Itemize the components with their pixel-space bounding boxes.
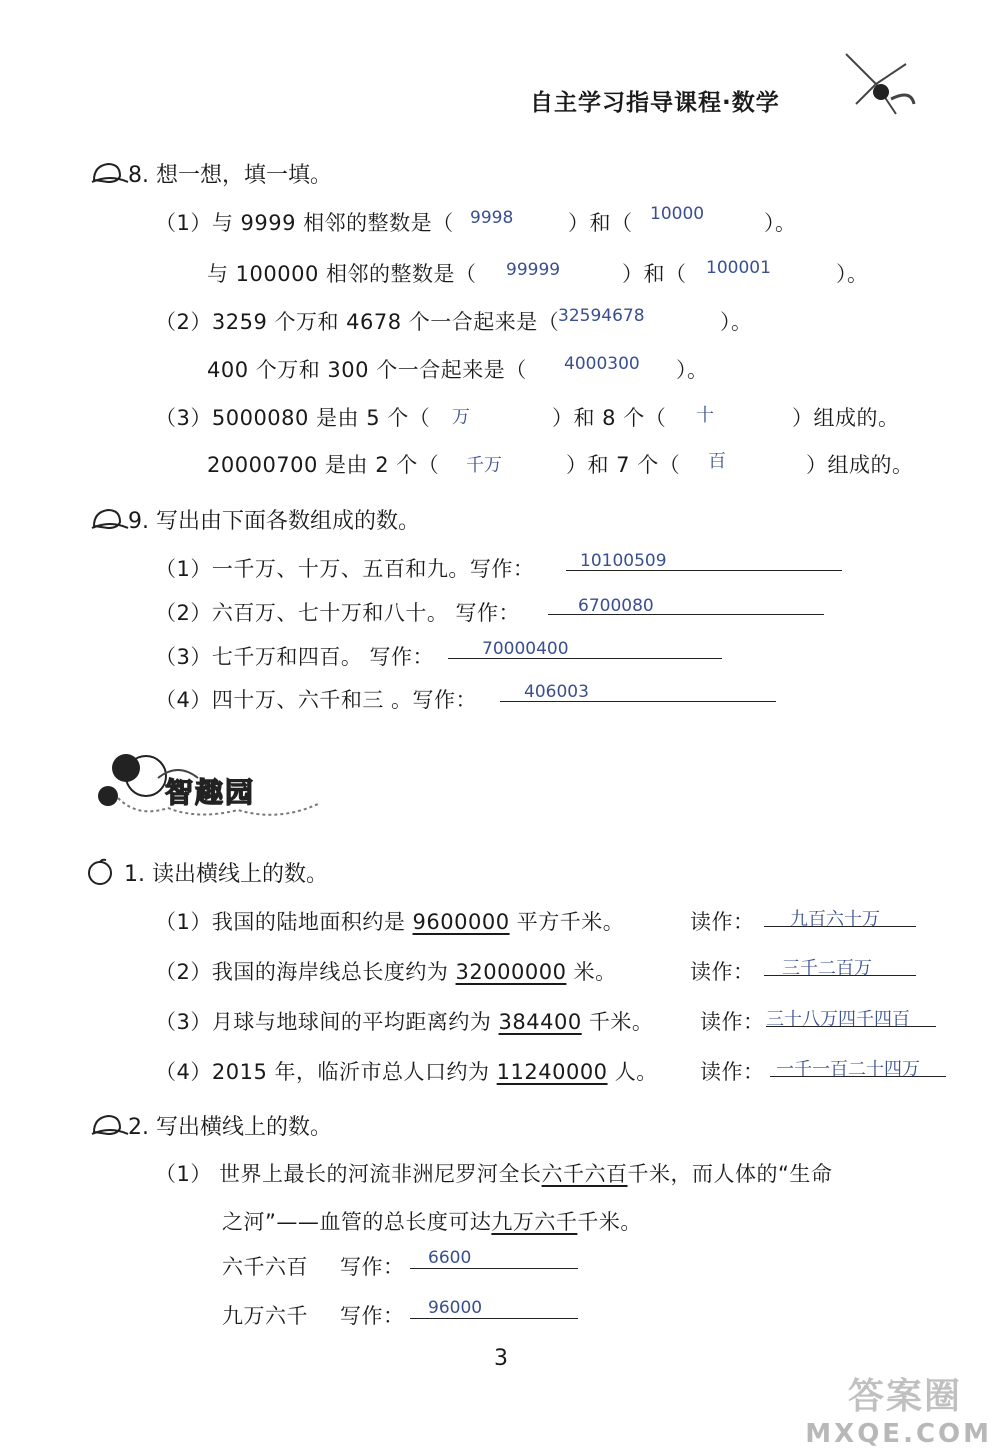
q8-2a-answer[interactable]: 32594678 [558, 306, 645, 326]
write-label: 写作： [340, 1304, 405, 1328]
s2-item-2-label: 九万六千 [222, 1304, 308, 1328]
underlined-number: 32000000 [455, 960, 567, 984]
q9-item-1-label: （1）一千万、十万、五百和九。写作： [155, 557, 535, 581]
apple-icon [86, 858, 114, 886]
s1-item-1-text: （1）我国的陆地面积约是 9600000 平方千米。 [155, 910, 625, 934]
answer-underline [410, 1318, 578, 1319]
s1-item-4-text: （4）2015 年，临沂市总人口约为 11240000 人。 [155, 1060, 658, 1084]
answer-underline [764, 975, 916, 976]
q8-1a-mid: ）和（ [568, 211, 633, 235]
q8-1b-mid: ）和（ [622, 262, 687, 286]
page-header-title: 自主学习指导课程·数学 [530, 90, 780, 116]
answer-underline [566, 570, 842, 571]
q8-1b-end: ）。 [836, 262, 869, 286]
watermark-url: MXQE.COM [805, 1419, 992, 1449]
answer-underline [770, 1076, 946, 1077]
q8-1a-answer-1[interactable]: 9998 [470, 208, 514, 228]
section-question-1-heading: 1. 读出横线上的数。 [124, 862, 328, 887]
answer-underline [766, 1026, 936, 1027]
underlined-phrase: 九万六千 [491, 1210, 578, 1234]
q9-item-1-answer[interactable]: 10100509 [580, 551, 667, 571]
read-label: 读作： [700, 1060, 765, 1084]
s1-item-2-text: （2）我国的海岸线总长度约为 32000000 米。 [155, 960, 617, 984]
read-label: 读作： [690, 910, 755, 934]
read-label: 读作： [690, 960, 755, 984]
q9-item-4-label: （4）四十万、六千和三 。写作： [155, 688, 478, 712]
s2-item-1-answer[interactable]: 6600 [428, 1248, 472, 1268]
q8-2b-answer[interactable]: 4000300 [564, 354, 640, 374]
read-label: 读作： [700, 1010, 765, 1034]
question-8-heading: 8. 想一想，填一填。 [128, 163, 332, 188]
q9-item-2-answer[interactable]: 6700080 [578, 596, 654, 616]
peach-icon [90, 160, 130, 186]
answer-underline [500, 701, 776, 702]
page-number: 3 [494, 1346, 508, 1371]
q8-1a-label: （1）与 9999 相邻的整数是（ [155, 211, 454, 235]
write-label: 写作： [340, 1255, 405, 1279]
q8-2a-end: ）。 [720, 310, 753, 334]
star-decoration-icon [836, 44, 926, 144]
q8-3b-mid: ）和 7 个（ [566, 453, 681, 477]
s1-item-2-answer[interactable]: 三千二百万 [782, 958, 872, 979]
watermark-logo-text: 答案圈 [847, 1376, 962, 1417]
section-title: 智趣园 [165, 776, 256, 809]
q8-1b-answer-2[interactable]: 100001 [706, 258, 771, 278]
q8-3a-answer-2[interactable]: 十 [696, 405, 714, 426]
underlined-number: 384400 [498, 1010, 582, 1034]
q8-3a-mid: ）和 8 个（ [552, 406, 667, 430]
q8-3b-answer-1[interactable]: 千万 [466, 455, 502, 476]
s1-item-1-answer[interactable]: 九百六十万 [790, 909, 880, 930]
section-question-2-heading: 2. 写出横线上的数。 [128, 1115, 332, 1140]
q8-3b-answer-2[interactable]: 百 [708, 451, 726, 472]
q9-item-3-label: （3）七千万和四百。 写作： [155, 645, 435, 669]
q8-3b-end: ）组成的。 [806, 453, 914, 477]
q8-1a-end: ）。 [764, 211, 797, 235]
q8-1b-label: 与 100000 相邻的整数是（ [207, 262, 477, 286]
answer-underline [548, 614, 824, 615]
q8-1b-answer-1[interactable]: 99999 [506, 260, 561, 280]
peach-icon [90, 506, 130, 532]
q8-2b-end: ）。 [676, 358, 709, 382]
s2-item-1-label: 六千六百 [222, 1255, 308, 1279]
answer-underline [764, 926, 916, 927]
s1-item-3-answer[interactable]: 三十八万四千四百 [766, 1009, 910, 1030]
q8-3a-answer-1[interactable]: 万 [452, 407, 470, 428]
question-9-heading: 9. 写出由下面各数组成的数。 [128, 509, 420, 534]
answer-underline [448, 658, 722, 659]
q8-2a-label: （2）3259 个万和 4678 个一合起来是（ [155, 310, 560, 334]
q8-2b-label: 400 个万和 300 个一合起来是（ [207, 358, 527, 382]
s2-item-2-answer[interactable]: 96000 [428, 1298, 483, 1318]
q8-1a-answer-2[interactable]: 10000 [650, 204, 705, 224]
s1-item-3-text: （3）月球与地球间的平均距离约为 384400 千米。 [155, 1010, 654, 1034]
q8-3a-end: ）组成的。 [792, 406, 900, 430]
q8-3a-label: （3）5000080 是由 5 个（ [155, 406, 431, 430]
s1-item-4-answer[interactable]: 一千一百二十四万 [776, 1059, 920, 1080]
underlined-number: 9600000 [412, 910, 510, 934]
q9-item-3-answer[interactable]: 70000400 [482, 639, 569, 659]
s2-paragraph-line-1: （1） 世界上最长的河流非洲尼罗河全长六千六百千米，而人体的“生命 [155, 1162, 833, 1186]
q9-item-4-answer[interactable]: 406003 [524, 682, 589, 702]
s2-paragraph-line-2: 之河”——血管的总长度可达九万六千千米。 [222, 1210, 642, 1234]
q9-item-2-label: （2）六百万、七十万和八十。 写作： [155, 601, 521, 625]
underlined-phrase: 六千六百 [541, 1162, 628, 1186]
peach-icon [90, 1112, 130, 1138]
answer-underline [410, 1268, 578, 1269]
q8-3b-label: 20000700 是由 2 个（ [207, 453, 440, 477]
underlined-number: 11240000 [496, 1060, 608, 1084]
